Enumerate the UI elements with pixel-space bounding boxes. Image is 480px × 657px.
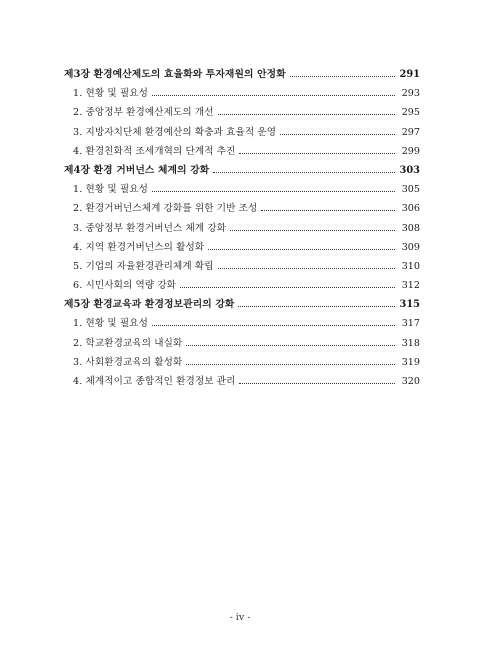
dot-leader [152,325,395,326]
dot-leader [218,114,395,115]
toc-entry-section[interactable] [64,104,420,123]
toc-entry-title: 2. 학교환경교육의 내실화 [73,337,183,349]
table-of-contents [64,66,420,392]
dot-leader [152,191,395,192]
toc-entry-title: 3. 사회환경교육의 활성화 [73,356,183,368]
toc-entry-page-number: 320 [401,376,420,387]
toc-entry-chapter-3[interactable] [64,66,420,85]
toc-entry-title: 제5장 환경교육과 환경정보관리의 강화 [64,299,235,311]
dot-leader [239,153,395,154]
dot-leader [239,383,395,384]
toc-entry-title: 1. 현황 및 필요성 [73,184,149,196]
dot-leader [213,172,395,173]
toc-entry-section[interactable] [64,124,420,143]
toc-entry-page-number: 291 [399,69,420,80]
toc-entry-title: 1. 현황 및 필요성 [73,318,149,330]
toc-entry-title: 2. 환경거버넌스체계 강화를 위한 기반 조성 [73,203,258,215]
dot-leader [152,95,395,96]
toc-entry-page-number: 318 [401,337,420,349]
toc-entry-section[interactable] [64,373,420,392]
toc-entry-section[interactable] [64,181,420,200]
toc-entry-page-number: 303 [399,164,420,176]
toc-entry-chapter-4[interactable] [64,162,420,181]
dot-leader [208,249,395,250]
toc-entry-title: 3. 지방자치단체 환경예산의 확충과 효율적 운영 [73,126,277,138]
toc-entry-title: 제3장 환경예산제도의 효율화와 투자재원의 안정화 [64,69,286,80]
toc-entry-page-number: 317 [401,318,420,330]
toc-entry-section[interactable] [64,258,420,277]
toc-entry-chapter-5[interactable] [64,296,420,315]
toc-entry-title: 3. 중앙정부 환경거버넌스 체계 강화 [73,222,227,234]
toc-entry-page-number: 308 [401,222,420,234]
toc-entry-title: 제4장 환경 거버넌스 체계의 강화 [64,164,210,176]
dot-leader [238,306,395,307]
dot-leader [230,230,395,231]
toc-entry-title: 5. 기업의 자율환경관리체계 확립 [73,260,214,272]
toc-entry-page-number: 309 [401,241,420,253]
toc-entry-section[interactable] [64,143,420,162]
toc-entry-page-number: 299 [401,145,420,157]
toc-entry-section[interactable] [64,315,420,334]
toc-entry-title: 4. 지역 환경거버넌스의 활성화 [73,241,205,253]
toc-entry-section[interactable] [64,354,420,373]
dot-leader [218,268,395,269]
toc-entry-page-number: 295 [401,107,420,119]
toc-entry-page-number: 293 [401,88,420,100]
dot-leader [186,345,395,346]
toc-entry-title: 6. 시민사회의 역량 강화 [73,280,177,292]
toc-entry-page-number: 312 [401,280,420,292]
toc-entry-title: 2. 중앙정부 환경예산제도의 개선 [73,107,214,119]
toc-entry-section[interactable] [64,85,420,104]
toc-entry-page-number: 305 [401,184,420,196]
dot-leader [280,134,395,135]
dot-leader [180,287,395,288]
toc-entry-page-number: 297 [401,126,420,138]
toc-entry-title: 1. 현황 및 필요성 [73,88,149,100]
dot-leader [186,364,395,365]
toc-entry-page-number: 315 [399,299,420,311]
dot-leader [290,76,395,77]
toc-entry-section[interactable] [64,239,420,258]
toc-entry-section[interactable] [64,335,420,354]
toc-entry-section[interactable] [64,277,420,296]
toc-entry-section[interactable] [64,220,420,239]
toc-entry-page-number: 319 [401,356,420,368]
toc-entry-title: 4. 체계적이고 종합적인 환경정보 관리 [73,376,236,387]
dot-leader [261,210,395,211]
toc-entry-page-number: 310 [401,260,420,272]
toc-entry-page-number: 306 [401,203,420,215]
page-footer-number: - iv - [229,612,251,623]
toc-entry-title: 4. 환경친화적 조세개혁의 단계적 추진 [73,145,236,157]
toc-entry-section[interactable] [64,200,420,219]
